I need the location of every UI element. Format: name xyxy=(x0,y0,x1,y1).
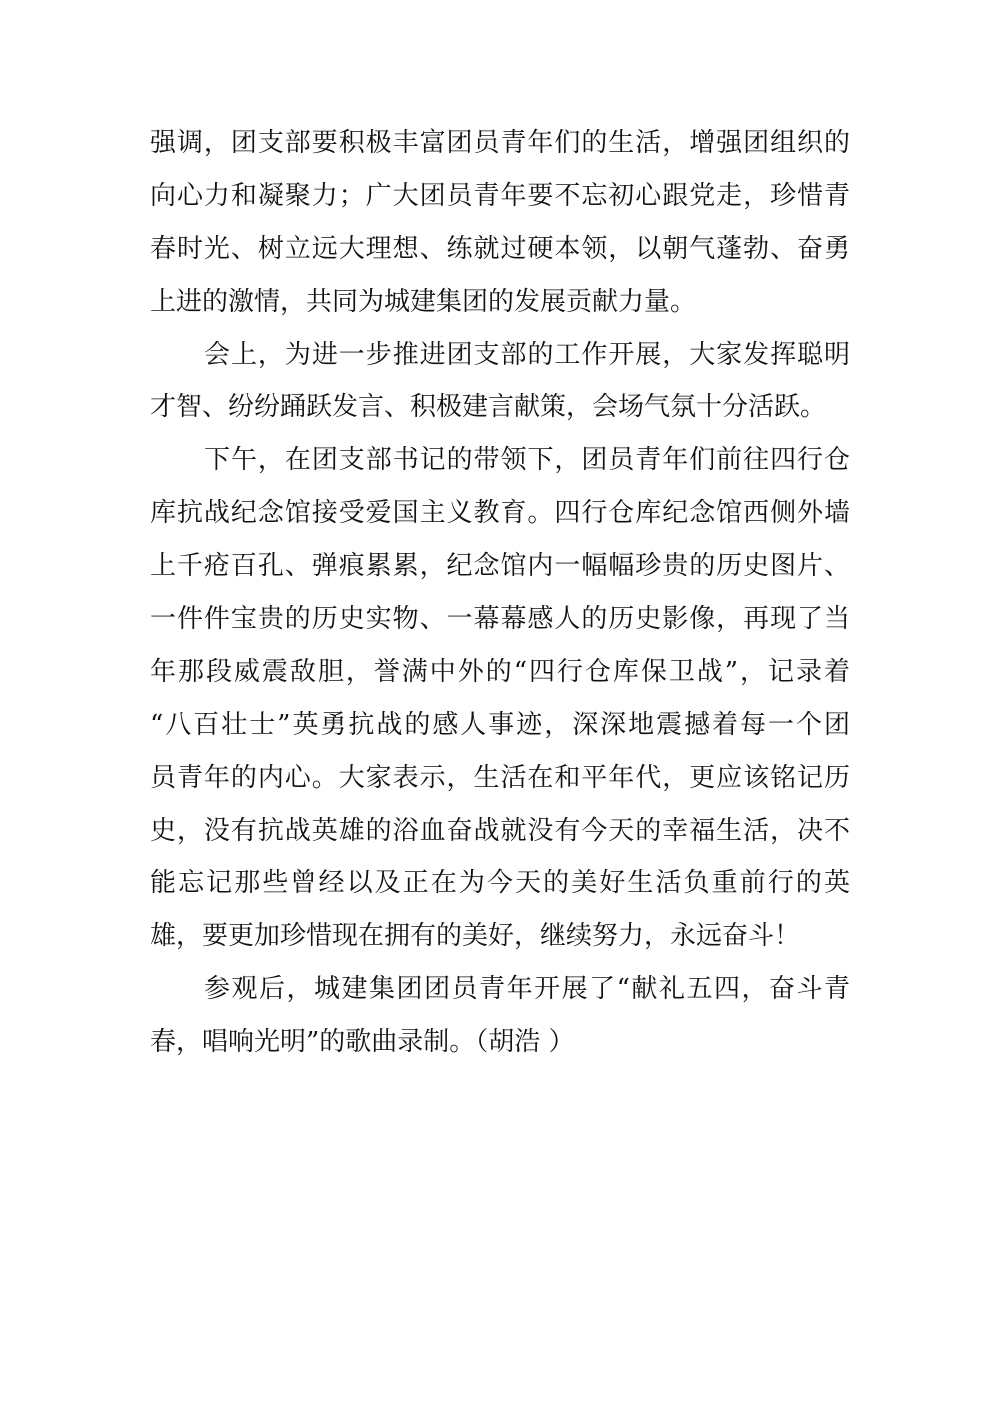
text-line: 下午，在团支部书记的带领下，团员青年们前往四行仓 xyxy=(204,445,850,476)
text-line: 春时光、树立远大理想、练就过硬本领，以朝气蓬勃、奋勇 xyxy=(150,233,850,264)
paragraph-2 xyxy=(150,329,850,435)
text-line: 春，唱响光明”的歌曲录制。（胡浩 ） xyxy=(150,1027,575,1058)
text-line: 库抗战纪念馆接受爱国主义教育。四行仓库纪念馆西侧外墙 xyxy=(150,498,850,529)
text-line: 一件件宝贵的历史实物、一幕幕感人的历史影像，再现了当 xyxy=(150,604,850,635)
paragraph-3 xyxy=(150,434,850,963)
text-line: 参观后，城建集团团员青年开展了“献礼五四，奋斗青 xyxy=(204,974,850,1005)
text-line: 雄，要更加珍惜现在拥有的美好，继续努力，永远奋斗！ xyxy=(150,921,801,952)
text-line: 员青年的内心。大家表示，生活在和平年代，更应该铭记历 xyxy=(150,762,850,793)
text-line: 上千疮百孔、弹痕累累，纪念馆内一幅幅珍贵的历史图片、 xyxy=(150,551,850,582)
paragraph-4 xyxy=(150,963,850,1069)
text-line: 年那段威震敌胆，誉满中外的“四行仓库保卫战”，记录着 xyxy=(150,656,850,687)
text-line: 才智、纷纷踊跃发言、积极建言献策，会场气氛十分活跃。 xyxy=(150,392,827,423)
text-line: 能忘记那些曾经以及正在为今天的美好生活负重前行的英 xyxy=(150,868,850,899)
text-line: 上进的激情，共同为城建集团的发展贡献力量。 xyxy=(150,286,697,317)
text-line: 向心力和凝聚力；广大团员青年要不忘初心跟党走，珍惜青 xyxy=(150,180,850,211)
text-line: 强调，团支部要积极丰富团员青年们的生活，增强团组织的 xyxy=(150,128,850,158)
text-line: 会上，为进一步推进团支部的工作开展，大家发挥聪明 xyxy=(204,339,850,370)
paragraph-1 xyxy=(150,117,850,329)
text-line: 史，没有抗战英雄的浴血奋战就没有今天的幸福生活，决不 xyxy=(150,815,850,846)
text-line: “八百壮士”英勇抗战的感人事迹，深深地震撼着每一个团 xyxy=(150,709,850,740)
article-body xyxy=(150,117,850,1069)
